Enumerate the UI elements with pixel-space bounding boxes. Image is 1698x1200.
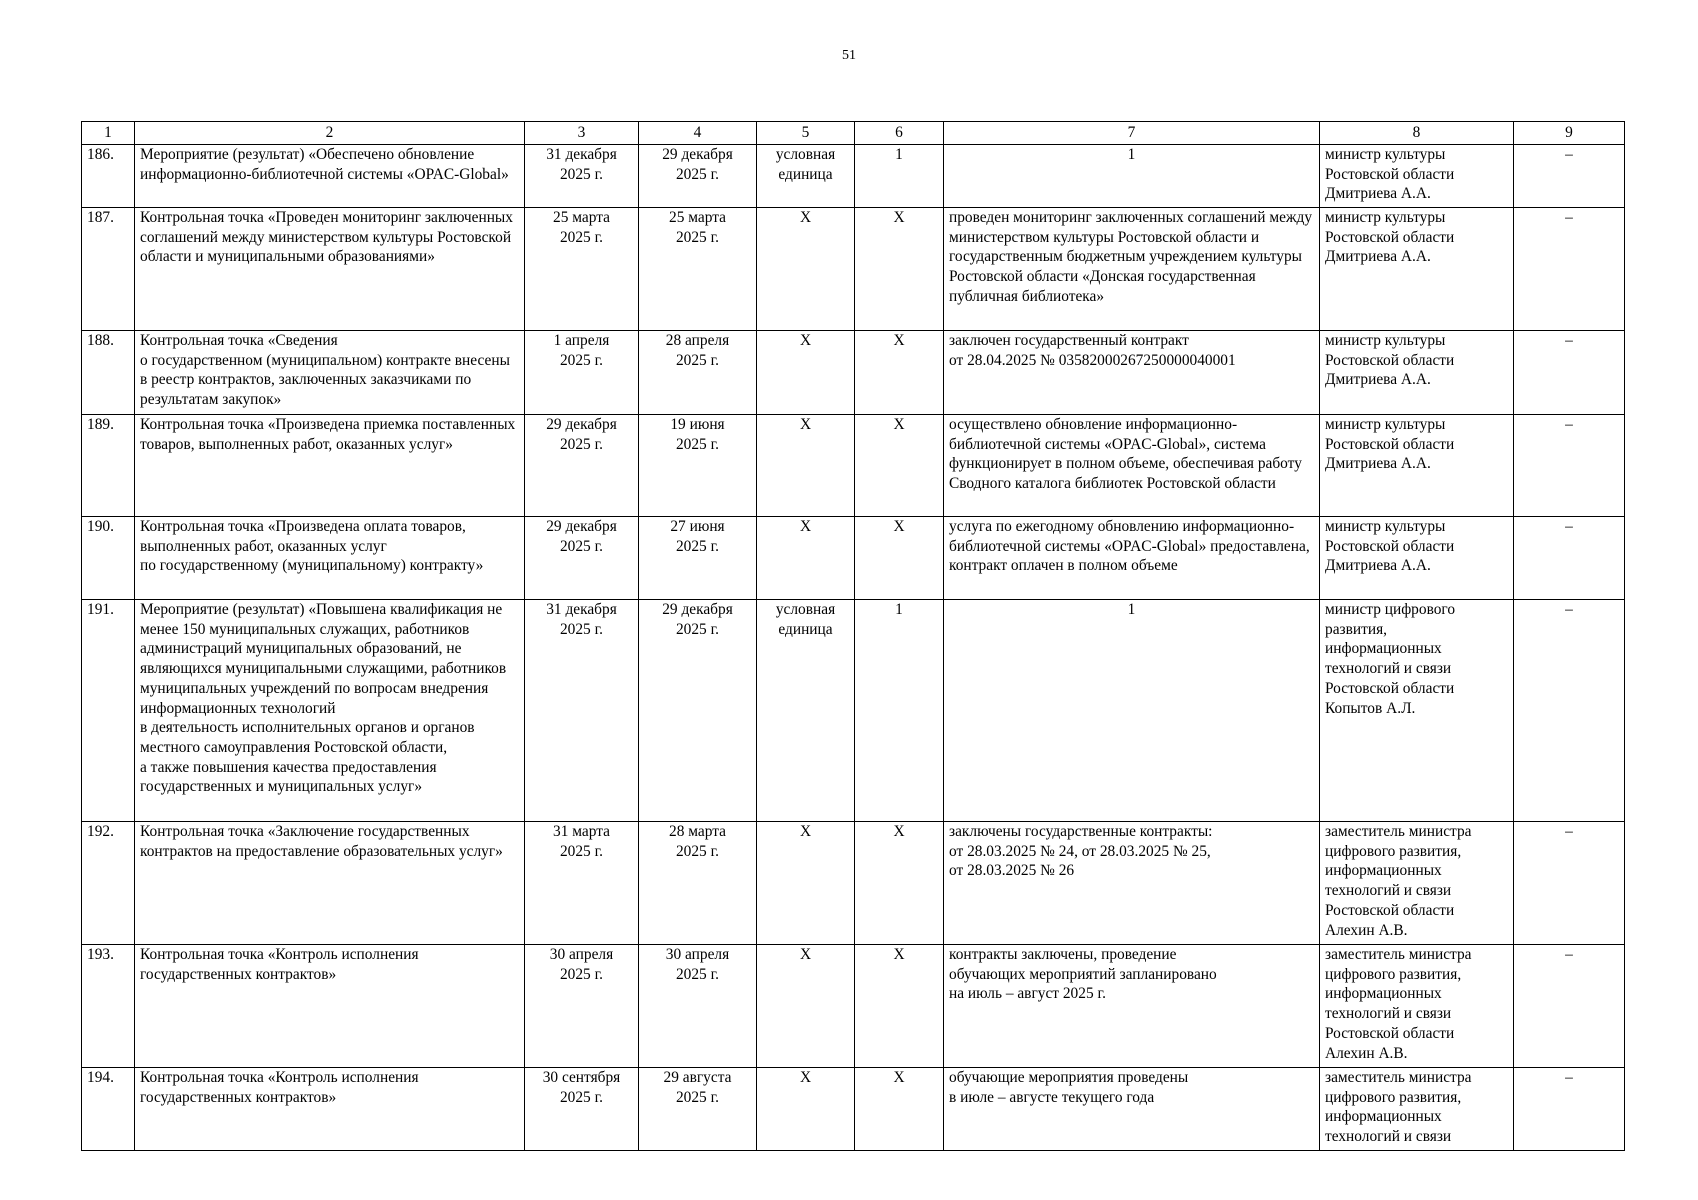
row-result: 1 [944,600,1320,822]
row-plan-value: X [855,415,944,517]
row-plan-value: 1 [855,145,944,208]
row-plan-date: 1 апреля 2025 г. [525,331,639,415]
row-fact-date: 29 августа 2025 г. [639,1068,757,1151]
row-plan-date: 31 декабря 2025 г. [525,600,639,822]
row-result: контракты заключены, проведение обучающих мероприятий запланировано на июль – август 2025 г. [944,945,1320,1068]
table-row [82,145,1625,208]
row-name: Контрольная точка «Контроль исполнения государственных контрактов» [135,945,525,1068]
row-number: 186. [82,145,135,208]
row-responsible: министр цифрового развития, информационных технологий и связи Ростовской области Копытов А.Л. [1320,600,1514,822]
column-header: 9 [1514,122,1625,145]
report-table [81,121,1625,1151]
row-unit: условная единица [757,600,855,822]
row-unit: X [757,415,855,517]
row-number: 187. [82,208,135,331]
row-name: Контрольная точка «Произведена приемка поставленных товаров, выполненных работ, оказанных услуг» [135,415,525,517]
column-header: 2 [135,122,525,145]
row-unit: X [757,1068,855,1151]
row-responsible: министр культуры Ростовской области Дмитриева А.А. [1320,331,1514,415]
column-header: 3 [525,122,639,145]
table-row [82,415,1625,517]
row-unit: X [757,945,855,1068]
row-result: проведен мониторинг заключенных соглашений между министерством культуры Ростовской области и государственным бюджетным учреждением культуры Ростовской области «Донская государственная публичная библиотека» [944,208,1320,331]
row-plan-value: X [855,331,944,415]
row-unit: X [757,331,855,415]
row-responsible: министр культуры Ростовской области Дмитриева А.А. [1320,208,1514,331]
row-unit: X [757,517,855,600]
row-fact-date: 29 декабря 2025 г. [639,145,757,208]
row-note: – [1514,331,1625,415]
row-name: Контрольная точка «Сведения о государственном (муниципальном) контракте внесены в реестр контрактов, заключенных заказчиками по результатам закупок» [135,331,525,415]
row-result: заключен государственный контракт от 28.04.2025 № 03582000267250000040001 [944,331,1320,415]
table-row [82,1068,1625,1151]
table-row [82,208,1625,331]
row-plan-date: 31 марта 2025 г. [525,822,639,945]
row-plan-value: X [855,1068,944,1151]
row-plan-date: 31 декабря 2025 г. [525,145,639,208]
row-fact-date: 25 марта 2025 г. [639,208,757,331]
row-fact-date: 28 марта 2025 г. [639,822,757,945]
column-header: 1 [82,122,135,145]
row-result: обучающие мероприятия проведены в июле – августе текущего года [944,1068,1320,1151]
row-unit: X [757,208,855,331]
row-result: 1 [944,145,1320,208]
row-note: – [1514,145,1625,208]
table-row [82,600,1625,822]
column-header: 7 [944,122,1320,145]
row-name: Контрольная точка «Проведен мониторинг заключенных соглашений между министерством культуры Ростовской области и муниципальными образованиями» [135,208,525,331]
table-row [82,945,1625,1068]
row-note: – [1514,822,1625,945]
row-note: – [1514,517,1625,600]
row-plan-value: X [855,517,944,600]
row-result: заключены государственные контракты: от 28.03.2025 № 24, от 28.03.2025 № 25, от 28.03.2025 № 26 [944,822,1320,945]
row-plan-value: X [855,208,944,331]
row-name: Контрольная точка «Контроль исполнения государственных контрактов» [135,1068,525,1151]
row-number: 188. [82,331,135,415]
row-unit: X [757,822,855,945]
row-result: осуществлено обновление информационно-библиотечной системы «OPAC-Global», система функционирует в полном объеме, обеспечивая работу Сводного каталога библиотек Ростовской области [944,415,1320,517]
column-number-row [82,122,1625,145]
column-header: 8 [1320,122,1514,145]
page-number: 51 [842,48,856,63]
row-fact-date: 19 июня 2025 г. [639,415,757,517]
row-plan-date: 29 декабря 2025 г. [525,517,639,600]
row-responsible: заместитель министра цифрового развития, информационных технологий и связи [1320,1068,1514,1151]
row-fact-date: 27 июня 2025 г. [639,517,757,600]
row-number: 190. [82,517,135,600]
table-row [82,331,1625,415]
row-plan-value: X [855,822,944,945]
row-note: – [1514,415,1625,517]
table-row [82,517,1625,600]
row-responsible: министр культуры Ростовской области Дмитриева А.А. [1320,517,1514,600]
row-responsible: министр культуры Ростовской области Дмитриева А.А. [1320,415,1514,517]
row-plan-date: 25 марта 2025 г. [525,208,639,331]
column-header: 4 [639,122,757,145]
row-number: 194. [82,1068,135,1151]
row-note: – [1514,208,1625,331]
row-responsible: заместитель министра цифрового развития, информационных технологий и связи Ростовской области Алехин А.В. [1320,945,1514,1068]
row-name: Контрольная точка «Произведена оплата товаров, выполненных работ, оказанных услуг по государственному (муниципальному) контракту» [135,517,525,600]
row-fact-date: 30 апреля 2025 г. [639,945,757,1068]
row-note: – [1514,1068,1625,1151]
row-responsible: заместитель министра цифрового развития, информационных технологий и связи Ростовской области Алехин А.В. [1320,822,1514,945]
row-plan-date: 30 сентября 2025 г. [525,1068,639,1151]
row-fact-date: 28 апреля 2025 г. [639,331,757,415]
row-name: Контрольная точка «Заключение государственных контрактов на предоставление образовательных услуг» [135,822,525,945]
row-plan-date: 29 декабря 2025 г. [525,415,639,517]
row-result: услуга по ежегодному обновлению информационно-библиотечной системы «OPAC-Global» предоставлена, контракт оплачен в полном объеме [944,517,1320,600]
row-plan-value: X [855,945,944,1068]
row-number: 192. [82,822,135,945]
row-note: – [1514,945,1625,1068]
row-note: – [1514,600,1625,822]
row-name: Мероприятие (результат) «Обеспечено обновление информационно-библиотечной системы «OPAC-Global» [135,145,525,208]
row-plan-date: 30 апреля 2025 г. [525,945,639,1068]
row-responsible: министр культуры Ростовской области Дмитриева А.А. [1320,145,1514,208]
row-number: 193. [82,945,135,1068]
column-header: 5 [757,122,855,145]
row-fact-date: 29 декабря 2025 г. [639,600,757,822]
column-header: 6 [855,122,944,145]
row-number: 191. [82,600,135,822]
table-row [82,822,1625,945]
row-number: 189. [82,415,135,517]
row-unit: условная единица [757,145,855,208]
row-plan-value: 1 [855,600,944,822]
row-name: Мероприятие (результат) «Повышена квалификация не менее 150 муниципальных служащих, работников администраций муниципальных образований, не являющихся муниципальными служащими, работников муниципальных учреждений по вопросам внедрения информационных технологий в деятельность исполнительных органов и органов местного самоуправления Ростовской области, а также повышения качества предоставления государственных и муниципальных услуг» [135,600,525,822]
